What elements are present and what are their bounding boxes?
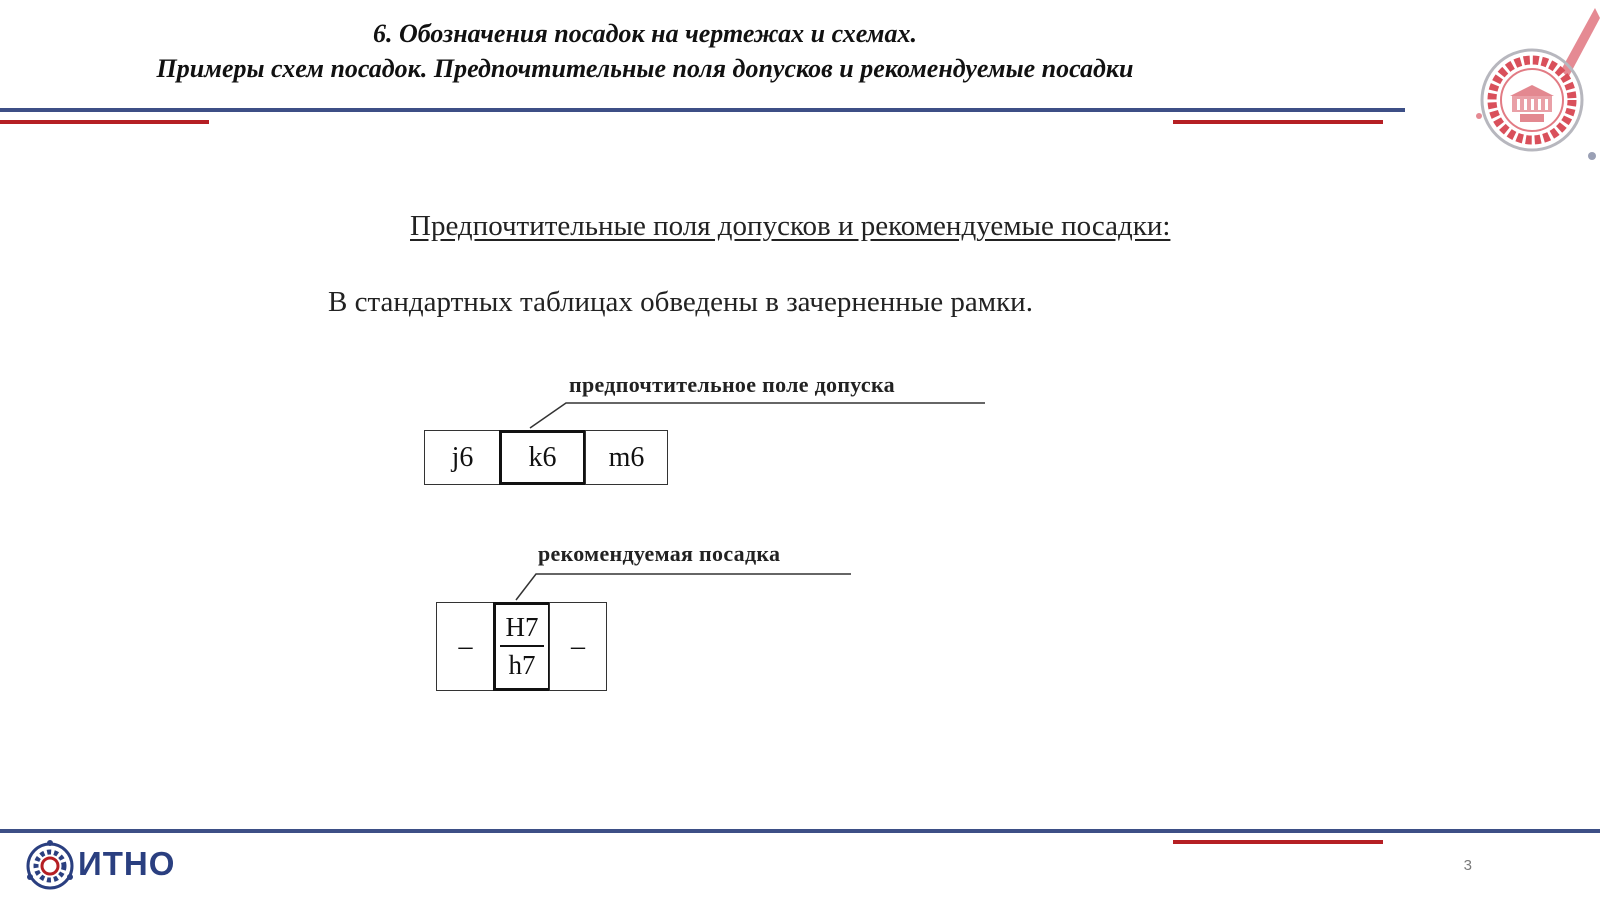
fit-cell-right-empty: – [549, 602, 607, 691]
body-text: В стандартных таблицах обведены в зачерненные рамки. [328, 286, 1033, 318]
section-heading: Предпочтительные поля допусков и рекомендуемые посадки: [410, 210, 1171, 242]
fit-cell-h7-recommended [493, 602, 551, 691]
tolerance-cell-m6: m6 [585, 430, 668, 485]
tolerance-cell-j6: j6 [424, 430, 501, 485]
fit-fraction [500, 614, 544, 679]
slide-title-line-1: 6. Обозначения посадок на чертежах и схемах. [372, 19, 917, 48]
callout-leader-line-1 [520, 396, 990, 430]
header-red-rule-right [1173, 120, 1383, 124]
slide-title-line-2: Примеры схем посадок. Предпочтительные поля допусков и рекомендуемые посадки [156, 54, 1134, 83]
callout-leader-line-2 [510, 566, 855, 602]
gear-logo-icon [24, 840, 76, 892]
tolerance-cell-k6-preferred: k6 [499, 430, 586, 485]
footer-red-rule [1173, 840, 1383, 844]
footer-logo-text: ИТНО [78, 845, 176, 882]
header-navy-rule [0, 108, 1405, 112]
footer-navy-rule [0, 829, 1600, 833]
header-red-rule-left [0, 120, 209, 124]
callout-recommended-fit: рекомендуемая посадка [538, 541, 781, 566]
mei-emblem-icon [1465, 0, 1600, 165]
fit-hole-tolerance: H7 [505, 612, 539, 642]
fit-cell-left-empty: – [436, 602, 495, 691]
page-number: 3 [1463, 857, 1472, 874]
fit-shaft-tolerance: h7 [508, 650, 536, 680]
callout-preferred-tolerance: предпочтительное поле допуска [569, 372, 895, 397]
